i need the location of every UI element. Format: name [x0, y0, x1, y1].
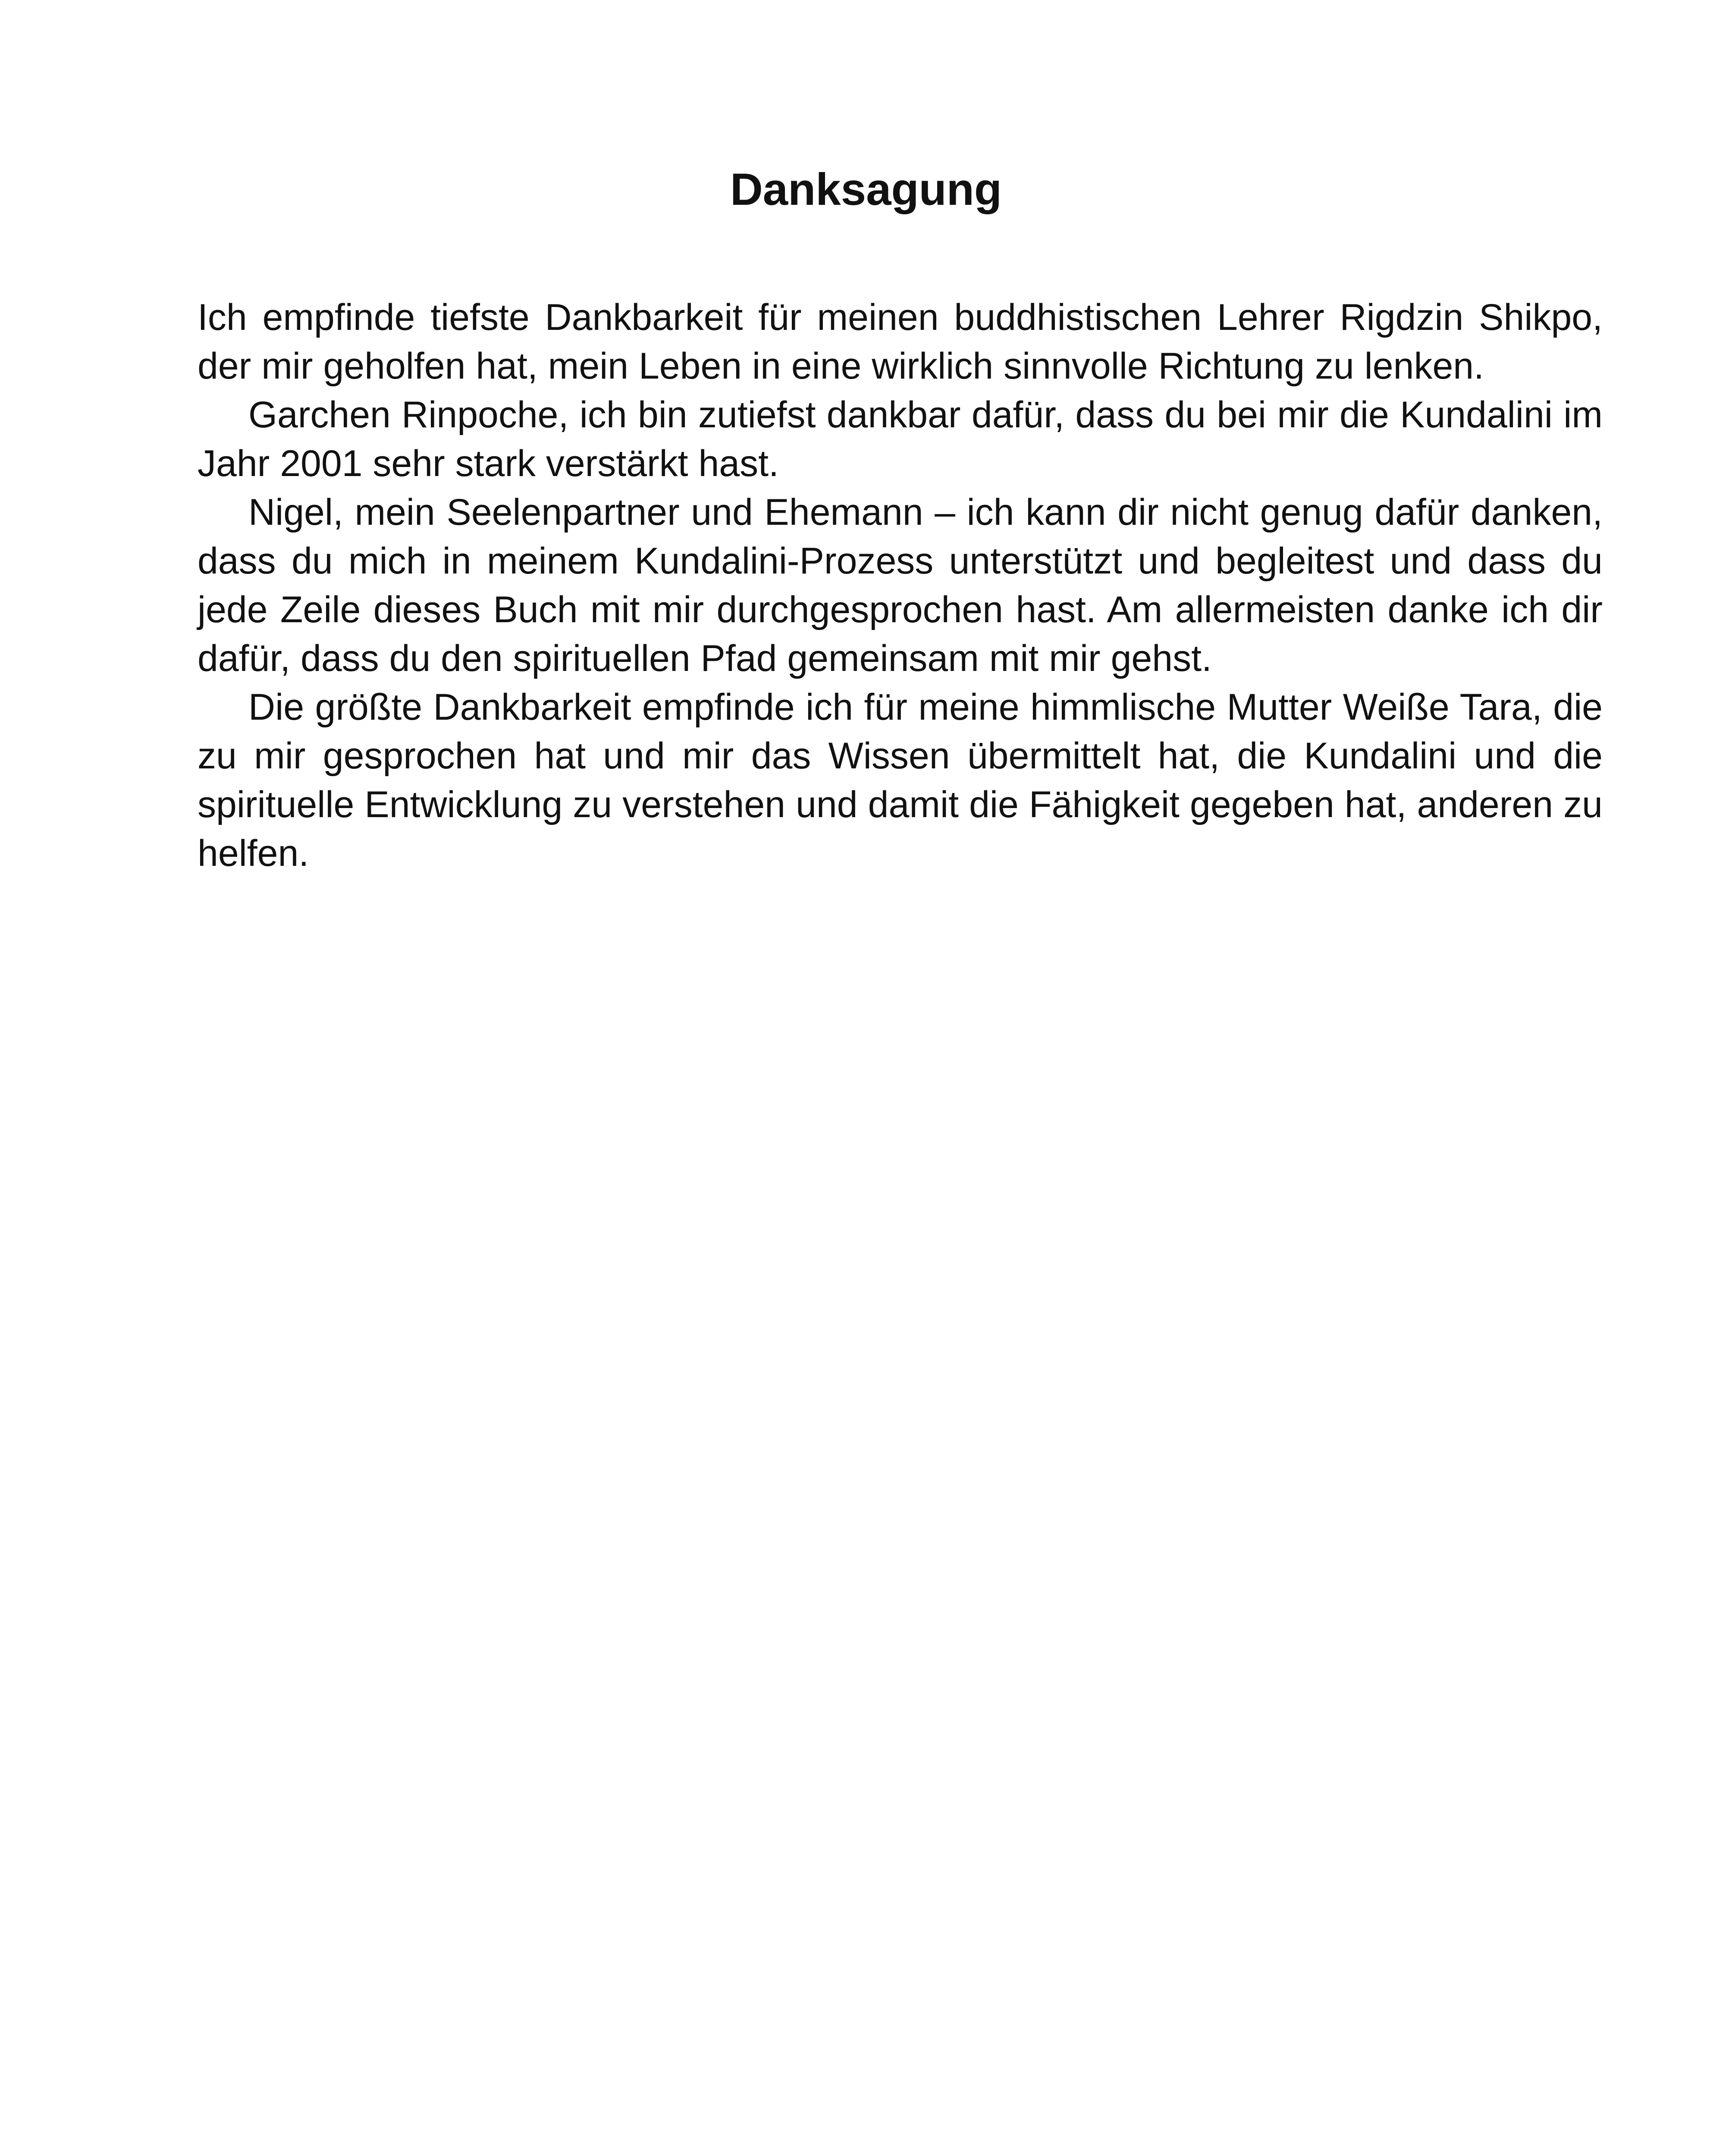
paragraph-3: Nigel, mein Seelenpartner und Ehemann – ich kann dir nicht genug dafür danken, dass du mich in meinem Kundalini-Prozess unterstützt und begleitest und dass du jede Zeile dieses Buch mit mir durchgesprochen hast. Am allermeisten danke ich dir dafür, dass du den spirituellen Pfad gemeinsam mit mir gehst. — [198, 492, 1603, 679]
paragraph-4: Die größte Dankbarkeit empfinde ich für meine himmlische Mutter Weiße Tara, die zu mir gesprochen hat und mir das Wissen übermittelt hat, die Kundalini und die spirituelle Entwicklung zu verstehen und damit die Fähigkeit gegeben hat, anderen zu helfen. — [198, 686, 1603, 874]
page-title: Danksagung — [730, 164, 1002, 215]
paragraph-2: Garchen Rinpoche, ich bin zutiefst dankbar dafür, dass du bei mir die Kundalini im Jahr 2001 sehr stark verstärkt hast. — [198, 394, 1603, 484]
paragraph-1: Ich empfinde tiefste Dankbarkeit für meinen buddhistischen Lehrer Rigdzin Shikpo, der mir geholfen hat, mein Leben in eine wirklich sinnvolle Richtung zu lenken. — [198, 297, 1603, 387]
body-text — [198, 293, 1603, 878]
